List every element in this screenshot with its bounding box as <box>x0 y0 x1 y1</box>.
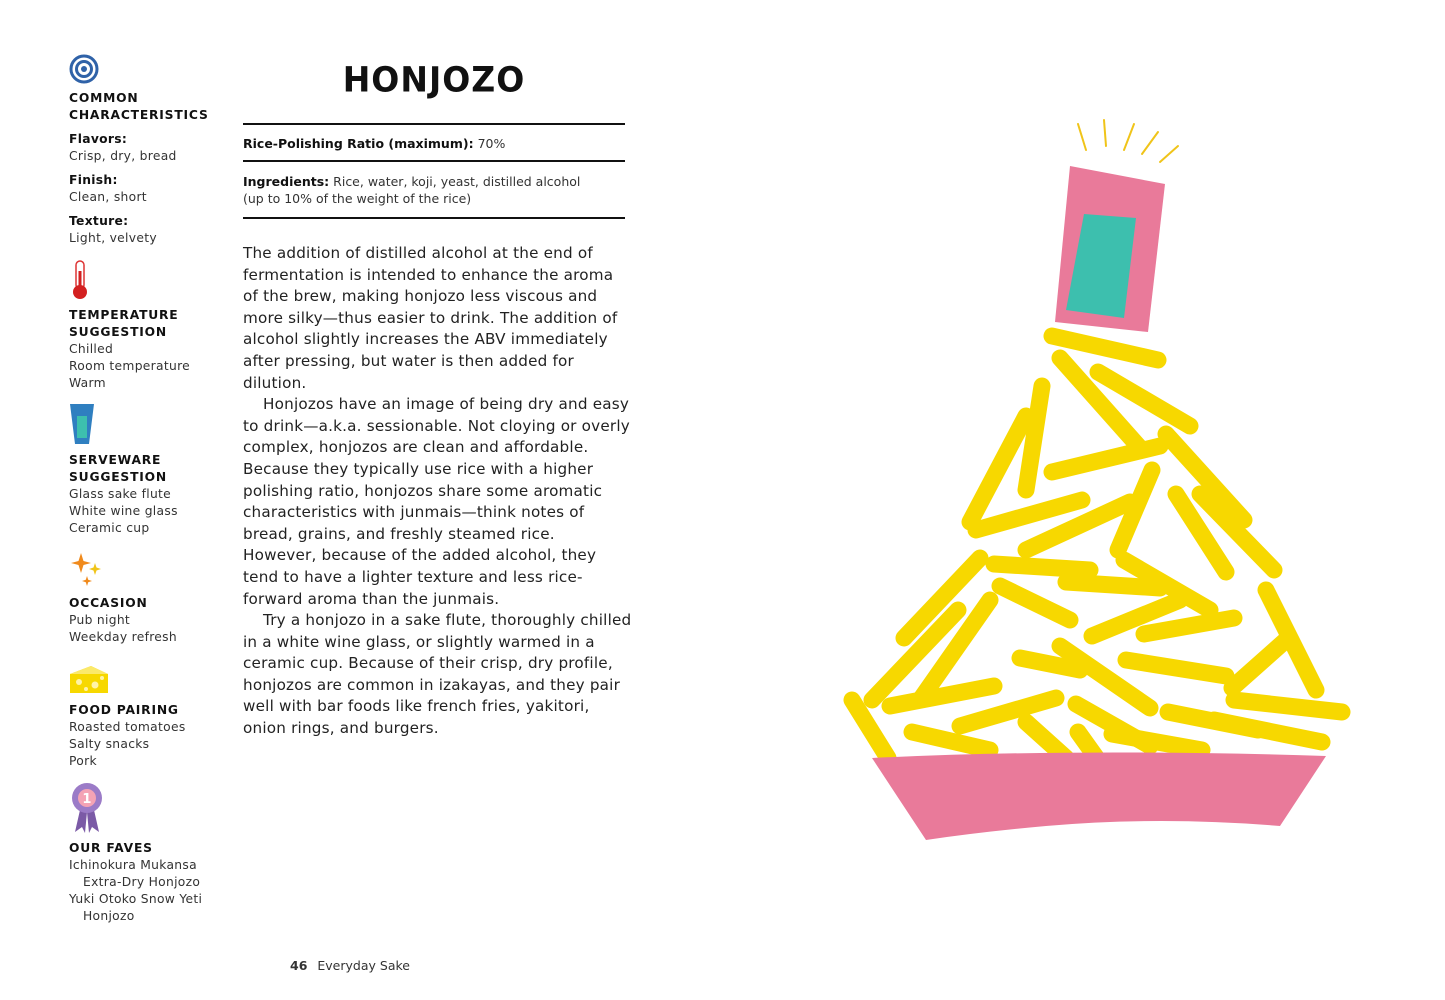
ingredients-note: (up to 10% of the weight of the rice) <box>243 191 472 206</box>
texture-label: Texture: <box>69 214 129 228</box>
food-section <box>69 664 229 770</box>
page-title: HONJOZO <box>342 59 526 100</box>
heading-line: SUGGESTION <box>69 325 167 339</box>
flavors-value: Crisp, dry, bread <box>69 149 177 163</box>
occasion-heading: OCCASION <box>69 596 148 610</box>
sake-glass-with-fries-illustration <box>830 110 1370 850</box>
faves-item: Yuki Otoko Snow Yeti <box>69 892 203 906</box>
ingredients-label: Ingredients: <box>243 174 330 189</box>
finish-label: Finish: <box>69 173 118 187</box>
characteristics-heading <box>69 90 229 124</box>
section-name: Everyday Sake <box>317 958 410 973</box>
page-footer <box>290 958 410 973</box>
occasion-item: Pub night <box>69 613 131 627</box>
serveware-item: Ceramic cup <box>69 521 150 535</box>
polishing-label: Rice-Polishing Ratio (maximum): <box>243 136 474 151</box>
heading-line: CHARACTERISTICS <box>69 108 209 122</box>
page-number: 46 <box>290 958 308 973</box>
sparkle-lines <box>1078 120 1178 162</box>
temperature-section <box>69 259 229 392</box>
ribbon-number: 1 <box>82 792 92 807</box>
polishing-value: 70% <box>477 136 506 151</box>
tray <box>872 752 1326 840</box>
serveware-item: Glass sake flute <box>69 487 172 501</box>
occasion-section <box>69 551 229 646</box>
temperature-item: Room temperature <box>69 359 191 373</box>
thermometer-icon <box>69 259 91 301</box>
temperature-item: Chilled <box>69 342 114 356</box>
faves-item: Ichinokura Mukansa <box>69 858 197 872</box>
faves-item: Extra-Dry Honjozo <box>83 875 201 889</box>
temperature-item: Warm <box>69 376 106 390</box>
characteristics-section <box>69 54 229 247</box>
sparkle-icon <box>69 551 107 589</box>
ribbon-icon <box>69 782 105 834</box>
temperature-heading <box>69 307 229 341</box>
food-item: Salty snacks <box>69 737 150 751</box>
faves-item: Honjozo <box>83 909 135 923</box>
flavors-label: Flavors: <box>69 132 128 146</box>
fries <box>852 336 1342 760</box>
ingredients-value: Rice, water, koji, yeast, distilled alcohol <box>333 174 581 189</box>
serveware-heading <box>69 452 229 486</box>
faves-section <box>69 782 229 925</box>
food-item: Roasted tomatoes <box>69 720 186 734</box>
paragraph: Honjozos have an image of being dry and easy to drink—a.k.a. sessionable. Not cloying or overly complex, honjozos are clean and affordable. Because they typically use rice with a higher polishing ratio, honjozos share some aromatic characteristics with junmais—think notes of bread, grains, and freshly steamed rice. However, because of the added alcohol, they tend to have a lighter texture and less rice-forward aroma than the junmais. <box>243 395 630 608</box>
heading-line: COMMON <box>69 91 139 105</box>
divider <box>243 123 625 125</box>
serveware-section <box>69 402 229 537</box>
finish-value: Clean, short <box>69 190 147 204</box>
faves-heading: OUR FAVES <box>69 841 153 855</box>
heading-line: SERVEWARE <box>69 453 162 467</box>
sidebar <box>69 54 229 925</box>
divider <box>243 160 625 162</box>
sake-glass <box>1055 166 1165 332</box>
heading-line: TEMPERATURE <box>69 308 179 322</box>
paragraph: The addition of distilled alcohol at the end of fermentation is intended to enhance the aroma of the brew, making honjozo less viscous and more silky—thus easier to drink. The addition of alcohol slightly increases the ABV immediately after pressing, but water is then added for dilution. <box>243 244 618 392</box>
polishing-ratio <box>243 135 625 152</box>
occasion-item: Weekday refresh <box>69 630 177 644</box>
ingredients <box>243 173 625 207</box>
food-heading: FOOD PAIRING <box>69 703 179 717</box>
paragraph: Try a honjozo in a sake flute, thoroughly chilled in a white wine glass, or slightly warmed in a ceramic cup. Because of their crisp, dry profile, honjozos are common in izakayas, and they pair well with bar foods like french fries, yakitori, onion rings, and burgers. <box>243 611 632 738</box>
heading-line: SUGGESTION <box>69 470 167 484</box>
body-text <box>243 243 633 740</box>
divider <box>243 217 625 219</box>
texture-value: Light, velvety <box>69 231 157 245</box>
serveware-item: White wine glass <box>69 504 178 518</box>
glass-icon <box>69 402 95 446</box>
target-icon <box>69 54 99 84</box>
cheese-icon <box>69 664 109 696</box>
food-item: Pork <box>69 754 97 768</box>
